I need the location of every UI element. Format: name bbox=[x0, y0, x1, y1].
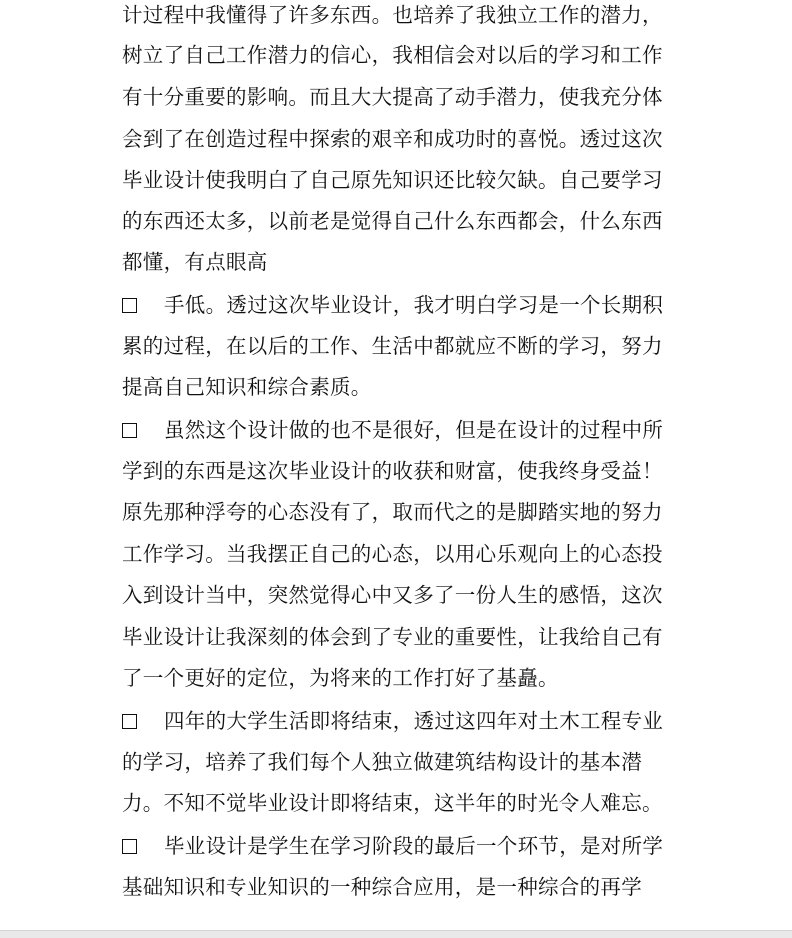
text-line: 力。不知不觉毕业设计即将结束，这半年的时光令人难忘。 bbox=[122, 791, 663, 815]
text-line: 的东西还太多，以前老是觉得自己什么东西都会，什么东西 bbox=[122, 209, 663, 233]
text-line: 四年的大学生活即将结束，透过这四年对土木工程专业 bbox=[164, 709, 664, 733]
text-line: 基础知识和专业知识的一种综合应用，是一种综合的再学 bbox=[122, 875, 642, 899]
bullet-box-icon bbox=[122, 714, 137, 729]
text-line: 毕业设计让我深刻的体会到了专业的重要性，让我给自己有 bbox=[122, 625, 663, 649]
text-line: 了一个更好的定位，为将来的工作打好了基矗。 bbox=[122, 666, 559, 690]
text-line: 都懂，有点眼高 bbox=[122, 250, 268, 274]
bullet-box-icon bbox=[122, 423, 137, 438]
page-bottom-edge bbox=[0, 930, 792, 938]
text-line: 累的过程，在以后的工作、生活中都就应不断的学习，努力 bbox=[122, 334, 663, 358]
bullet-box-icon bbox=[122, 839, 137, 854]
text-line: 有十分重要的影响。而且大大提高了动手潜力，使我充分体 bbox=[122, 85, 663, 109]
bullet-box-icon bbox=[122, 298, 137, 313]
text-line: 入到设计当中，突然觉得心中又多了一份人生的感悟，这次 bbox=[122, 583, 663, 607]
text-line: 手低。透过这次毕业设计，我才明白学习是一个长期积 bbox=[164, 293, 664, 317]
text-line: 计过程中我懂得了许多东西。也培养了我独立工作的潜力， bbox=[122, 3, 663, 27]
text-line: 原先那种浮夸的心态没有了，取而代之的是脚踏实地的努力 bbox=[122, 500, 663, 524]
text-line: 学到的东西是这次毕业设计的收获和财富，使我终身受益！ bbox=[122, 459, 663, 483]
text-line: 提高自己知识和综合素质。 bbox=[122, 375, 372, 399]
text-line: 毕业设计是学生在学习阶段的最后一个环节，是对所学 bbox=[164, 834, 664, 858]
text-line: 工作学习。当我摆正自己的心态，以用心乐观向上的心态投 bbox=[122, 542, 663, 566]
text-line: 虽然这个设计做的也不是很好，但是在设计的过程中所 bbox=[164, 418, 664, 442]
text-line: 树立了自己工作潜力的信心，我相信会对以后的学习和工作 bbox=[122, 43, 663, 67]
text-line: 毕业设计使我明白了自己原先知识还比较欠缺。自己要学习 bbox=[122, 168, 663, 192]
text-line: 的学习，培养了我们每个人独立做建筑结构设计的基本潜 bbox=[122, 750, 642, 774]
text-line: 会到了在创造过程中探索的艰辛和成功时的喜悦。透过这次 bbox=[122, 127, 663, 151]
